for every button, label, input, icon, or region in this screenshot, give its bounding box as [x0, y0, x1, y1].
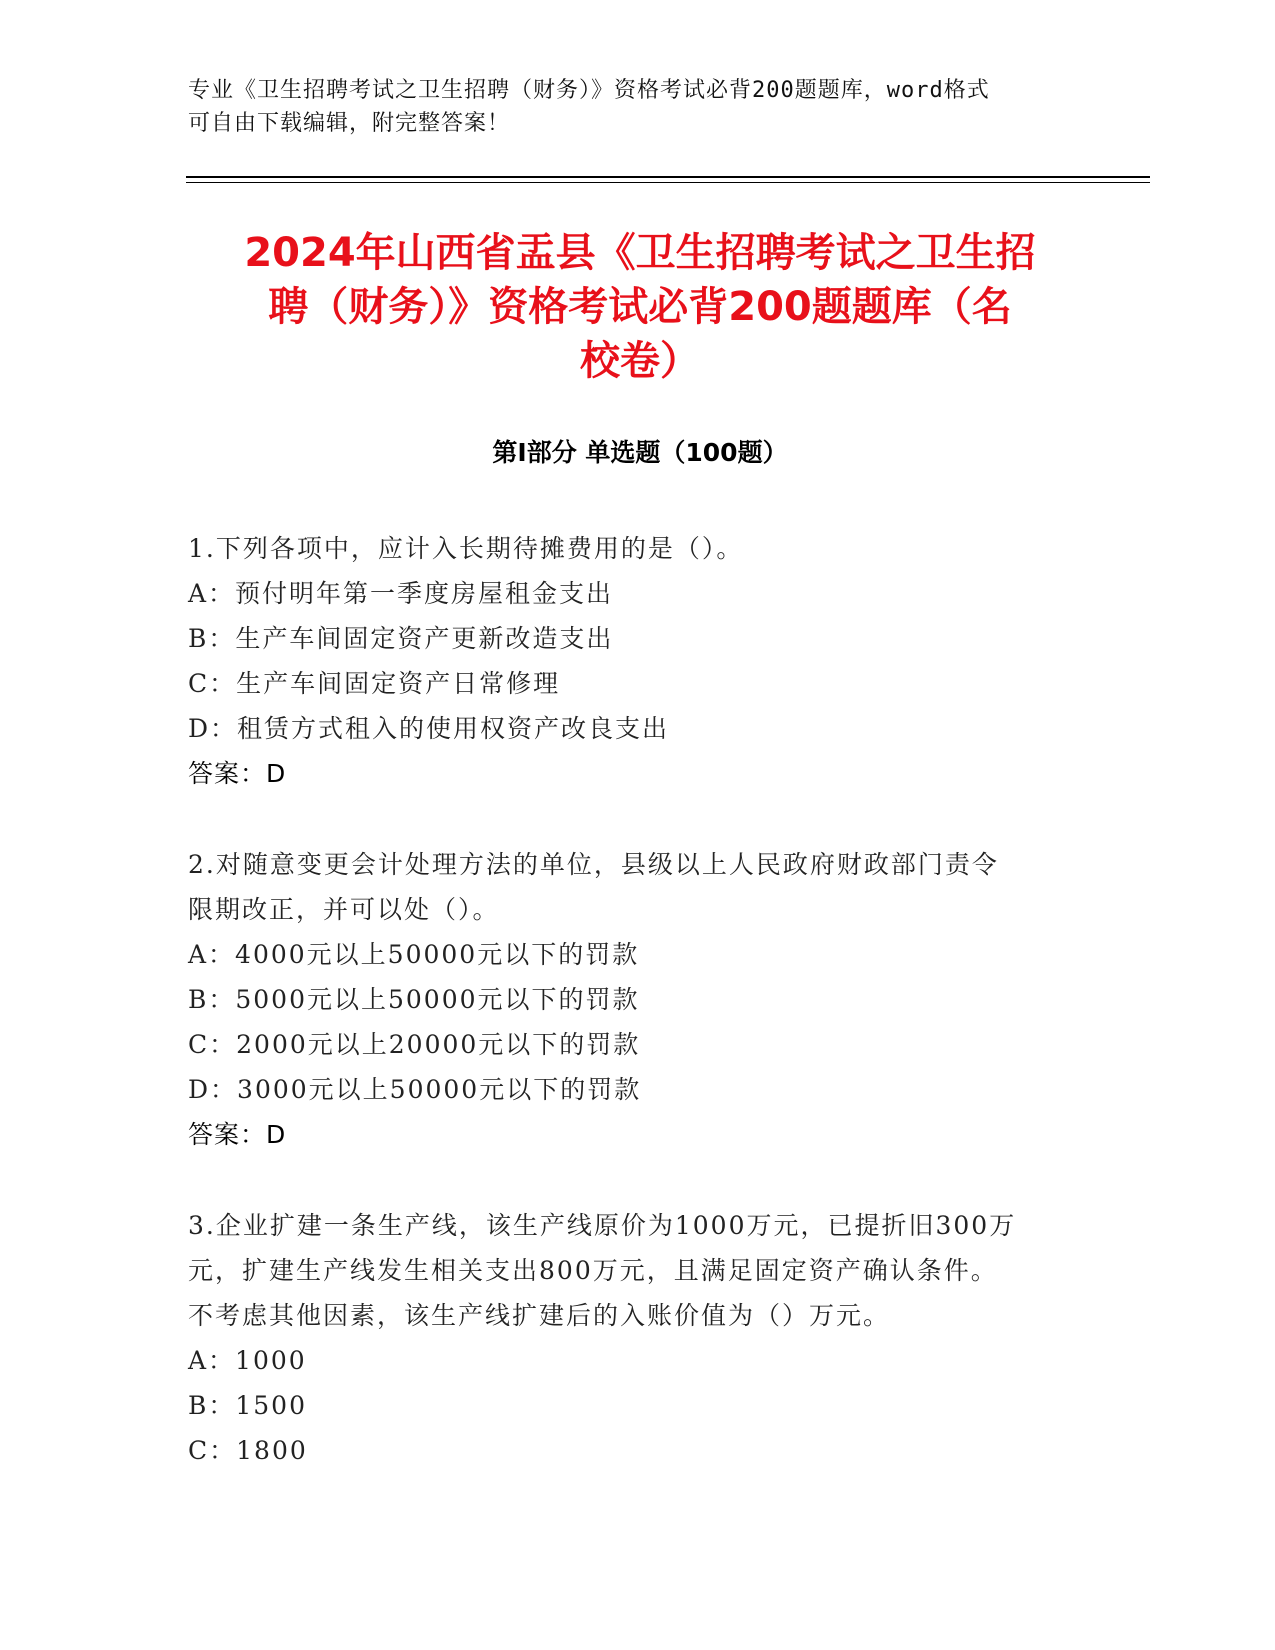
question-list — [188, 526, 1078, 1519]
question-stem: 元，扩建生产线发生相关支出800万元，且满足固定资产确认条件。 — [188, 1256, 998, 1285]
header-rule-thin — [186, 182, 1150, 183]
option-c: C：生产车间固定资产日常修理 — [188, 669, 561, 698]
document-title — [180, 226, 1100, 388]
question-1 — [188, 526, 1078, 796]
option-b: B：5000元以上50000元以下的罚款 — [188, 985, 640, 1014]
option-a: A：4000元以上50000元以下的罚款 — [188, 940, 640, 969]
question-stem: 限期改正，并可以处（）。 — [188, 895, 500, 924]
option-b: B：生产车间固定资产更新改造支出 — [188, 624, 614, 653]
answer: 答案：D — [188, 1120, 287, 1149]
option-a: A：预付明年第一季度房屋租金支出 — [188, 579, 614, 608]
option-d: D：3000元以上50000元以下的罚款 — [188, 1075, 642, 1104]
intro-text — [188, 74, 1068, 140]
option-b: B：1500 — [188, 1391, 307, 1420]
question-stem: 不考虑其他因素，该生产线扩建后的入账价值为（）万元。 — [188, 1301, 891, 1330]
header-rule-thick — [186, 176, 1150, 178]
title-line: 校卷） — [580, 338, 700, 384]
question-stem: 1.下列各项中，应计入长期待摊费用的是（）。 — [188, 534, 744, 563]
intro-line: 可自由下载编辑，附完整答案！ — [188, 111, 511, 136]
intro-line: 专业《卫生招聘考试之卫生招聘（财务）》资格考试必背200题题库，word格式 — [188, 78, 990, 103]
option-d: D：租赁方式租入的使用权资产改良支出 — [188, 714, 670, 743]
question-2 — [188, 842, 1078, 1157]
question-3 — [188, 1203, 1078, 1473]
answer: 答案：D — [188, 759, 287, 788]
question-stem: 2.对随意变更会计处理方法的单位，县级以上人民政府财政部门责令 — [188, 850, 999, 879]
question-stem: 3.企业扩建一条生产线，该生产线原价为1000万元，已提折旧300万 — [188, 1211, 1017, 1240]
section-heading: 第I部分 单选题（100题） — [492, 438, 788, 467]
title-line: 聘（财务）》资格考试必背200题题库（名 — [268, 284, 1012, 330]
title-line: 2024年山西省盂县《卫生招聘考试之卫生招 — [244, 230, 1036, 276]
option-c: C：1800 — [188, 1436, 308, 1465]
option-a: A：1000 — [188, 1346, 307, 1375]
option-c: C：2000元以上20000元以下的罚款 — [188, 1030, 641, 1059]
